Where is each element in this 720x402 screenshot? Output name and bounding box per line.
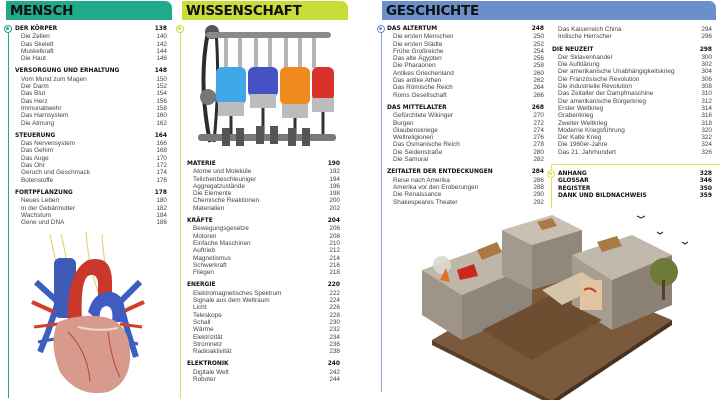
toc-entry[interactable]: Das Skelett 142	[21, 40, 167, 48]
toc-section	[552, 26, 712, 41]
toc-section	[187, 361, 340, 383]
toc-entry[interactable]: Fliegen 218	[193, 269, 340, 277]
toc-entry[interactable]: Reise nach Amerika 286	[393, 176, 544, 184]
toc-section	[187, 161, 340, 212]
toc-entry[interactable]: Immunabwehr 158	[21, 104, 167, 112]
toc-entry[interactable]: Das 21. Jahrhundert 326	[558, 148, 712, 156]
toc-entry[interactable]: Die Renaissance 290	[393, 191, 544, 199]
toc-entry[interactable]: Atome und Moleküle 192	[193, 168, 340, 176]
toc-entry[interactable]: Die 1960er-Jahre 324	[558, 141, 712, 149]
section-node-icon	[176, 25, 184, 33]
toc-entry[interactable]: Die industrielle Revolution 308	[558, 83, 712, 91]
toc-entry[interactable]: Der Darm 152	[21, 83, 167, 91]
toc-entry[interactable]: Teleskope 228	[193, 311, 340, 319]
toc-entry[interactable]: Muskelkraft 144	[21, 47, 167, 55]
toc-entry[interactable]: Das Auge 170	[21, 154, 167, 162]
engine-cylinders-illustration	[186, 22, 336, 152]
toc-section-heading[interactable]: ELEKTRONIK 240	[187, 361, 340, 368]
toc-section	[15, 190, 167, 226]
toc-section-heading[interactable]: DAS ALTERTUM 248	[387, 26, 544, 32]
geschichte-header	[382, 1, 716, 20]
section-node-icon	[547, 170, 555, 178]
toc-entry[interactable]: Shakespeares Theater 292	[393, 198, 544, 206]
toc-section-heading[interactable]: DER KÖRPER 138	[15, 26, 167, 32]
section-node-icon	[377, 25, 385, 33]
geschichte-toc-right	[552, 26, 712, 162]
anhang-toc	[558, 171, 712, 200]
toc-entry[interactable]: Materialien 202	[193, 204, 340, 212]
human-heart-illustration	[28, 232, 146, 398]
ancient-settlement-cutaway-illustration	[402, 210, 702, 400]
toc-entry[interactable]: Magnetismus 214	[193, 254, 340, 262]
toc-entry[interactable]: Das antike Athen 262	[393, 77, 544, 85]
toc-entry[interactable]: Frühe Großreiche 254	[393, 47, 544, 55]
toc-entry[interactable]: Die ersten Städte 252	[393, 40, 544, 48]
toc-entry[interactable]: Erster Weltkrieg 314	[558, 104, 712, 112]
toc-section-heading[interactable]: ANHANG 328	[558, 171, 712, 177]
toc-entry[interactable]: Elektromagnetisches Spektrum 222	[193, 289, 340, 297]
toc-entry[interactable]: Die Elemente 198	[193, 190, 340, 198]
toc-entry[interactable]: Die Samurai 282	[393, 156, 544, 164]
toc-entry[interactable]: Auftrieb 212	[193, 247, 340, 255]
toc-entry[interactable]: Das alte Ägypten 256	[393, 55, 544, 63]
toc-entry[interactable]: Weltreligionen 276	[393, 134, 544, 142]
toc-entry[interactable]: Der Kalte Krieg 322	[558, 134, 712, 142]
toc-section	[15, 133, 167, 184]
toc-entry[interactable]: Zweiter Weltkrieg 318	[558, 119, 712, 127]
toc-entry[interactable]: Die Zellen 140	[21, 33, 167, 41]
toc-entry[interactable]: Geruch und Geschmack 174	[21, 169, 167, 177]
toc-entry[interactable]: Moderne Kriegsführung 320	[558, 126, 712, 134]
toc-section-heading[interactable]: STEUERUNG 164	[15, 132, 167, 139]
toc-section-heading[interactable]: KRÄFTE 204	[187, 218, 340, 225]
wissenschaft-title: WISSENSCHAFT	[186, 3, 302, 19]
toc-section	[15, 26, 167, 62]
toc-entry[interactable]: Grabenkrieg 316	[558, 112, 712, 120]
toc-entry[interactable]: Antikes Griechenland 260	[393, 69, 544, 77]
wissenschaft-border-line	[180, 30, 181, 398]
toc-section-heading[interactable]: ZEITALTER DER ENTDECKUNGEN 284	[387, 169, 544, 176]
toc-section	[552, 47, 712, 156]
toc-entry[interactable]: Der Sklavenhandel 300	[558, 53, 712, 61]
toc-section-heading[interactable]: GLOSSAR 346	[558, 178, 712, 185]
toc-entry[interactable]: Das Kaiserreich China 294	[558, 26, 712, 33]
toc-section-heading[interactable]: REGISTER 350	[558, 185, 712, 192]
toc-entry[interactable]: Das Herz 156	[21, 97, 167, 105]
toc-entry[interactable]: Das Gehirn 168	[21, 147, 167, 155]
toc-entry[interactable]: Die Pharaonen 258	[393, 62, 544, 70]
toc-entry[interactable]: Stromnetz 236	[193, 340, 340, 348]
geschichte-title: GESCHICHTE	[386, 3, 479, 19]
toc-entry[interactable]: Das Ohr 172	[21, 162, 167, 170]
toc-entry[interactable]: Radioaktivität 238	[193, 348, 340, 356]
wissenschaft-toc	[187, 161, 340, 389]
mensch-column	[0, 0, 172, 402]
geschichte-column	[378, 0, 720, 402]
toc-section-heading[interactable]: MATERIE 190	[187, 161, 340, 167]
toc-section-heading[interactable]: FORTPFLANZUNG 178	[15, 189, 167, 196]
geschichte-border-line	[381, 30, 382, 392]
toc-entry[interactable]: Das Nervensystem 166	[21, 140, 167, 148]
toc-section	[387, 26, 544, 99]
toc-entry[interactable]: Gefürchtete Wikinger 270	[393, 112, 544, 120]
toc-entry[interactable]: Schwerkraft 216	[193, 261, 340, 269]
toc-entry[interactable]: Die Atmung 162	[21, 119, 167, 127]
toc-entry[interactable]: Die ersten Menschen 250	[393, 33, 544, 41]
toc-section-heading[interactable]: ENERGIE 220	[187, 282, 340, 289]
toc-section	[387, 105, 544, 163]
toc-section-heading[interactable]: DANK UND BILDNACHWEIS 359	[558, 192, 712, 199]
geschichte-toc-left	[387, 26, 544, 212]
toc-entry[interactable]: Die Haut 146	[21, 55, 167, 63]
toc-entry[interactable]: Roboter 244	[193, 376, 340, 384]
anhang-top-rule	[551, 164, 720, 165]
toc-entry[interactable]: Einfache Maschinen 210	[193, 239, 340, 247]
mensch-header	[6, 1, 172, 20]
toc-entry[interactable]: Der amerikanische Unabhängigkeitskrieg 304	[558, 68, 712, 76]
toc-entry[interactable]: Motoren 208	[193, 232, 340, 240]
toc-entry[interactable]: Die Seidenstraße 280	[393, 148, 544, 156]
toc-entry[interactable]: Roms Gesellschaft 266	[393, 91, 544, 99]
toc-entry[interactable]: Teilchenbeschleuniger 194	[193, 175, 340, 183]
toc-entry[interactable]: Glaubenskriege 274	[393, 126, 544, 134]
toc-entry[interactable]: Burgen 272	[393, 119, 544, 127]
toc-entry[interactable]: Der amerikanische Bürgerkrieg 312	[558, 97, 712, 105]
toc-entry[interactable]: Die Aufklärung 302	[558, 61, 712, 69]
toc-entry[interactable]: Elektrizität 234	[193, 333, 340, 341]
toc-entry[interactable]: Die Französische Revolution 306	[558, 75, 712, 83]
mensch-toc	[15, 26, 167, 232]
toc-entry[interactable]: Gene und DNA 186	[21, 219, 167, 227]
toc-entry[interactable]: Aggregatzustände 196	[193, 182, 340, 190]
toc-section-heading[interactable]: VERSORGUNG UND ERHALTUNG 148	[15, 68, 167, 75]
toc-entry[interactable]: Chemische Reaktionen 200	[193, 197, 340, 205]
toc-entry[interactable]: Signale aus dem Weltraum 224	[193, 297, 340, 305]
toc-entry[interactable]: Das Römische Reich 264	[393, 84, 544, 92]
toc-entry[interactable]: Das Harnsystem 160	[21, 112, 167, 120]
section-node-icon	[4, 25, 12, 33]
toc-entry[interactable]: Wärme 232	[193, 326, 340, 334]
toc-entry[interactable]: Das Blut 154	[21, 90, 167, 98]
toc-section	[187, 282, 340, 355]
wissenschaft-header	[182, 1, 348, 20]
toc-entry[interactable]: Amerika vor den Eroberungen 288	[393, 183, 544, 191]
mensch-border-line	[8, 30, 9, 398]
wissenschaft-column	[178, 0, 350, 402]
toc-entry[interactable]: Digitale Welt 242	[193, 368, 340, 376]
mensch-title: MENSCH	[10, 3, 74, 19]
toc-entry[interactable]: Schall 230	[193, 318, 340, 326]
toc-section-heading[interactable]: DIE NEUZEIT 298	[552, 46, 712, 53]
toc-section	[387, 169, 544, 205]
toc-section	[15, 68, 167, 126]
toc-entry[interactable]: Indische Herrscher 296	[558, 33, 712, 41]
toc-entry[interactable]: Vom Mund zum Magen 150	[21, 75, 167, 83]
toc-section	[187, 218, 340, 276]
toc-section-heading[interactable]: DAS MITTELALTER 268	[387, 104, 544, 111]
toc-entry[interactable]: Wachstum 184	[21, 211, 167, 219]
toc-entry[interactable]: In der Gebärmutter 182	[21, 204, 167, 212]
toc-entry[interactable]: Neues Leben 180	[21, 197, 167, 205]
toc-entry[interactable]: Botenstoffe 176	[21, 176, 167, 184]
toc-entry[interactable]: Das Osmanische Reich 278	[393, 141, 544, 149]
toc-entry[interactable]: Bewegungsgesetze 206	[193, 225, 340, 233]
toc-entry[interactable]: Das Zeitalter der Dampfmaschine 310	[558, 90, 712, 98]
toc-entry[interactable]: Licht 226	[193, 304, 340, 312]
